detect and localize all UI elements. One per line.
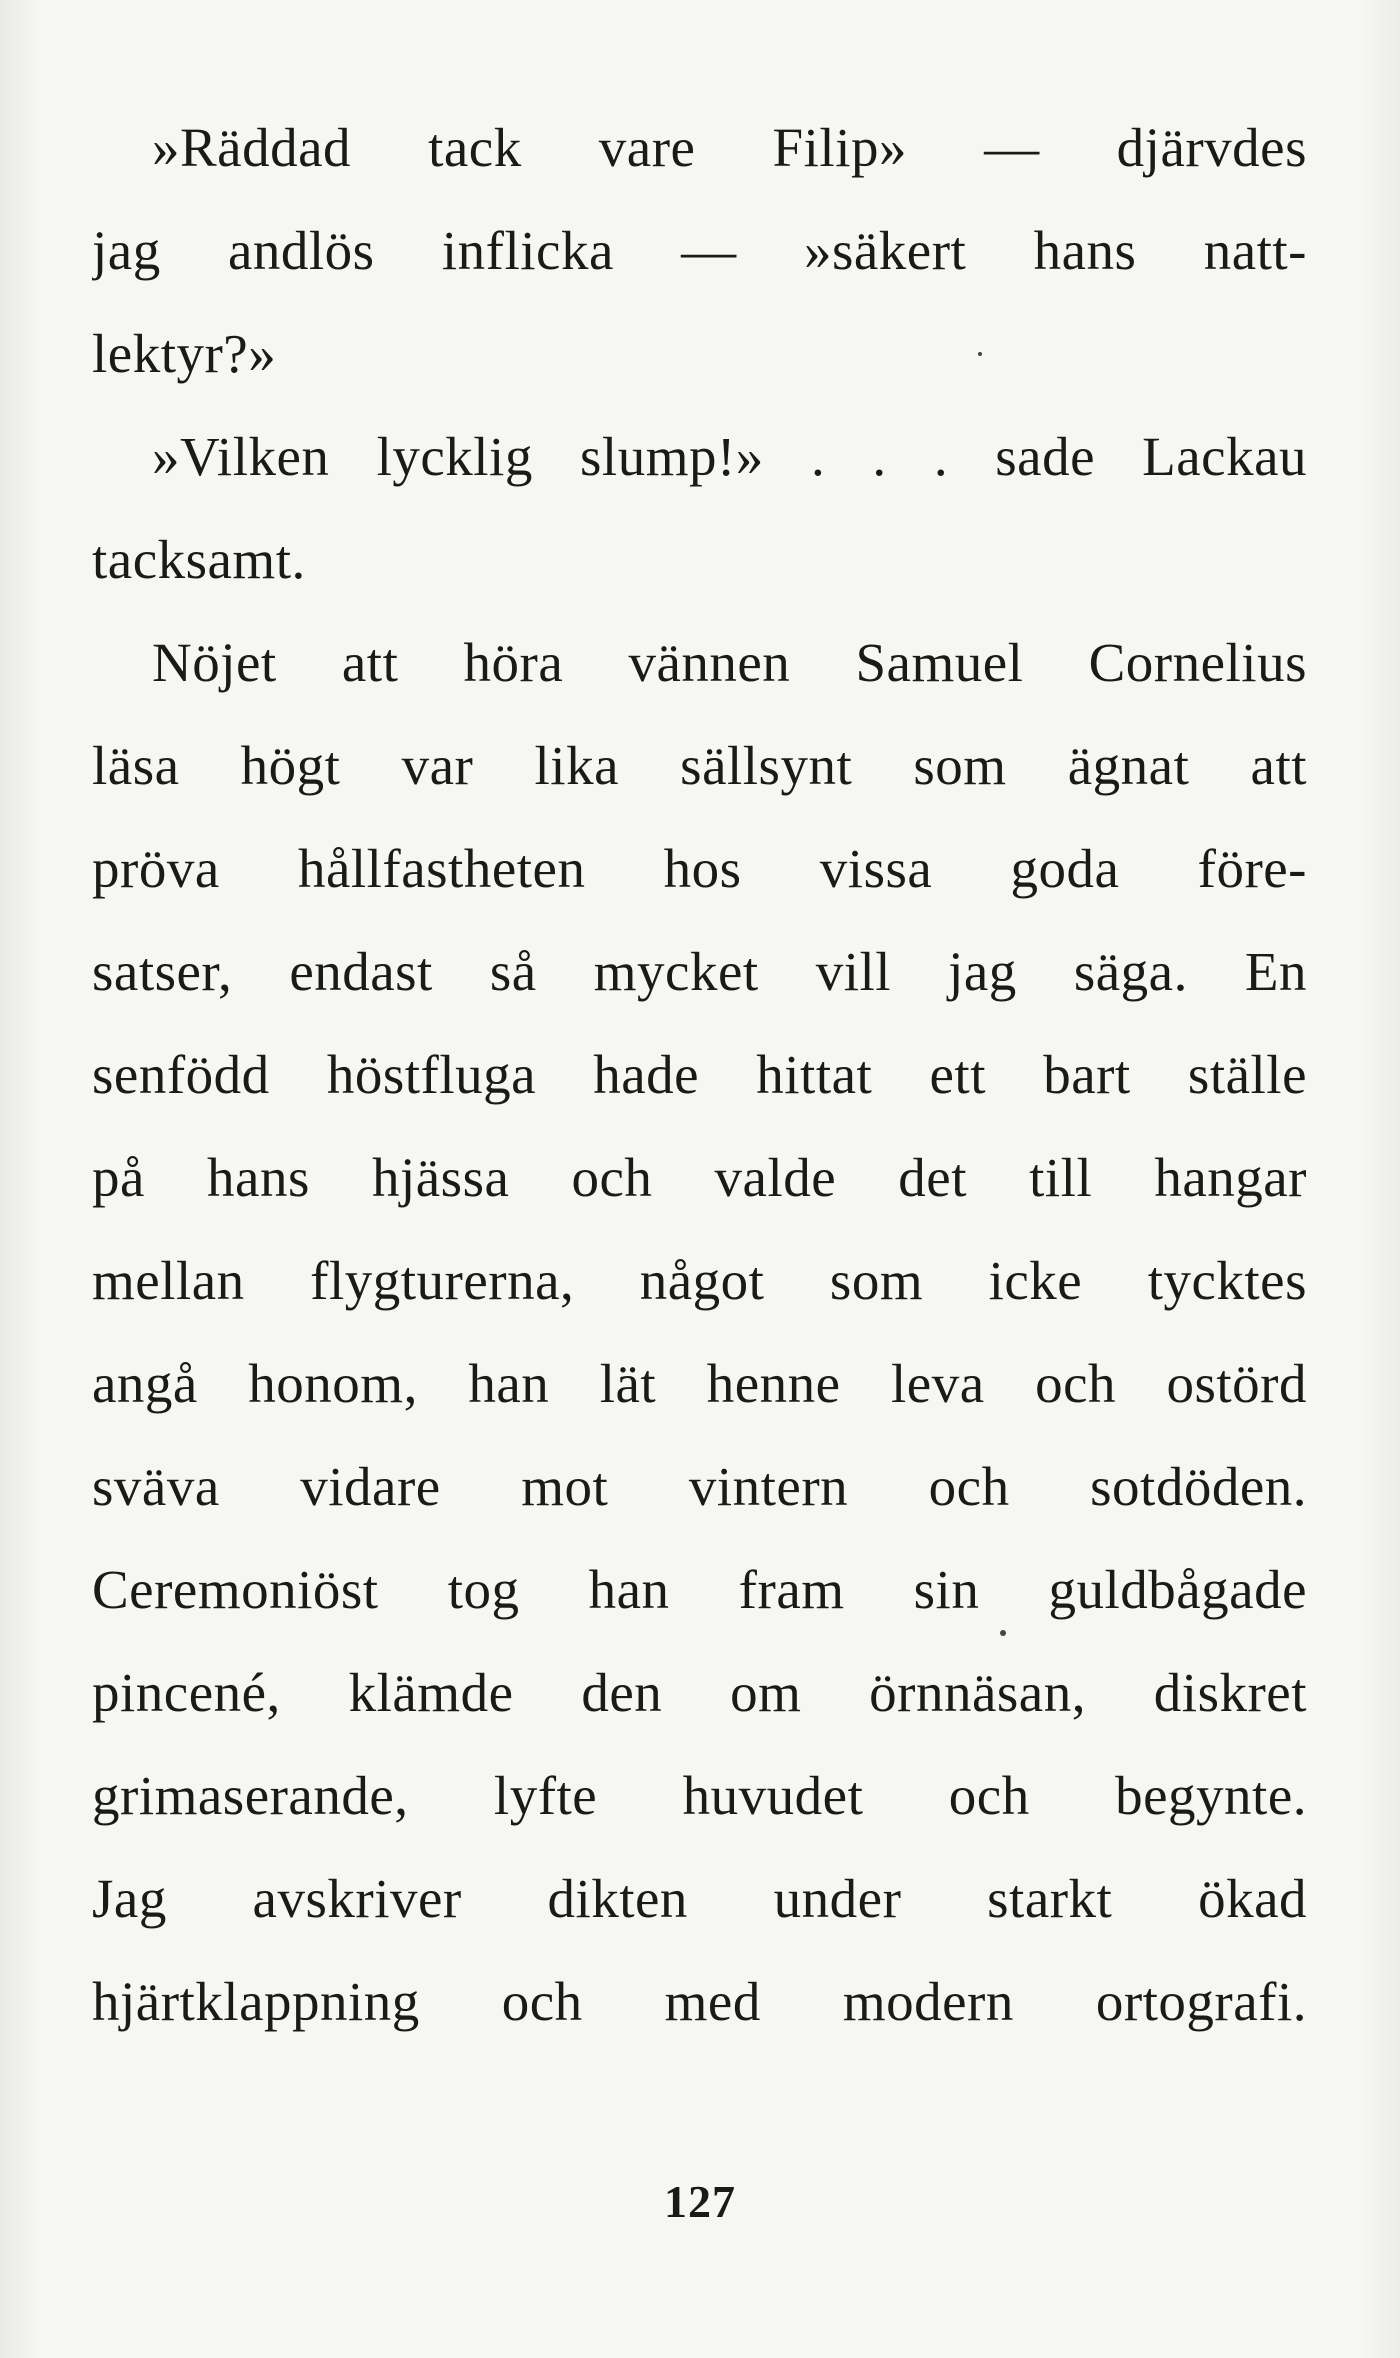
text-line: grimaserande, lyfte huvudet och begynte.: [92, 1765, 1307, 1826]
text-line: Nöjet att höra vännen Samuel Cornelius: [152, 632, 1307, 693]
text-line: lektyr?»: [92, 323, 277, 384]
text-line: tacksamt.: [92, 529, 306, 590]
body-text: [92, 96, 1307, 2053]
text-line: »Räddad tack vare Filip» — djärvdes: [152, 117, 1307, 178]
text-line: angå honom, han lät henne leva och ostörd: [92, 1353, 1307, 1414]
text-line: Jag avskriver dikten under starkt ökad: [92, 1868, 1307, 1929]
print-speck: [1000, 1630, 1006, 1636]
text-line: mellan flygturerna, något som icke tycktes: [92, 1250, 1307, 1311]
text-line: pröva hållfastheten hos vissa goda före-: [92, 838, 1307, 899]
text-line: sväva vidare mot vintern och sotdöden.: [92, 1456, 1307, 1517]
text-line: läsa högt var lika sällsynt som ägnat att: [92, 735, 1307, 796]
text-line: jag andlös inflicka — »säkert hans natt-: [92, 220, 1307, 281]
text-line: »Vilken lycklig slump!» . . . sade Lackau: [152, 426, 1307, 487]
print-speck: [978, 352, 982, 356]
text-line: på hans hjässa och valde det till hangar: [92, 1147, 1307, 1208]
text-line: satser, endast så mycket vill jag säga. En: [92, 941, 1307, 1002]
page-number: 127: [664, 2176, 736, 2227]
text-line: hjärtklappning och med modern ortografi.: [92, 1971, 1307, 2032]
text-line: Ceremoniöst tog han fram sin guldbågade: [92, 1559, 1307, 1620]
text-line: pincené, klämde den om örnnäsan, diskret: [92, 1662, 1307, 1723]
text-line: senfödd höstfluga hade hittat ett bart ställe: [92, 1044, 1307, 1105]
